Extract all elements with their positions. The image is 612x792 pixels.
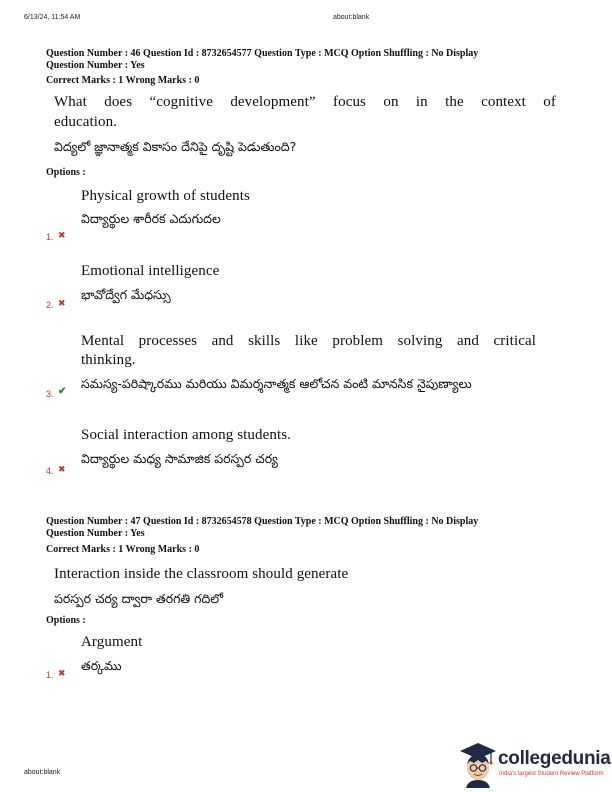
options-label: Options :	[46, 615, 86, 626]
option-text: Social interaction among students.	[81, 427, 292, 443]
options-label: Options :	[46, 167, 86, 178]
question-text-telugu: పరస్పర చర్య ద్వారా తరగతి గదిలో	[54, 591, 224, 606]
option-number: 1.	[46, 232, 54, 242]
correct-check-icon: ✔	[58, 386, 67, 397]
option-number: 4.	[46, 466, 54, 476]
print-datetime: 6/13/24, 11:54 AM	[24, 14, 81, 21]
question-marks: Correct Marks : 1 Wrong Marks : 0	[46, 544, 200, 555]
option-text: Emotional intelligence	[81, 263, 220, 279]
brand-name: collegedunia	[498, 748, 611, 769]
option-text: Mental processes and skills like problem solving and critical	[81, 333, 536, 349]
option-text-telugu: భావోద్వేగ మేధస్సు	[81, 287, 171, 302]
option-number: 3.	[46, 389, 54, 399]
option-text-telugu: విద్యార్థుల శారీరక ఎదుగుదల	[81, 211, 221, 226]
option-text-telugu: తర్కము	[81, 658, 122, 673]
option-text-line2: thinking.	[81, 352, 136, 368]
student-mascot-icon	[458, 742, 496, 788]
question-marks: Correct Marks : 1 Wrong Marks : 0	[46, 75, 200, 86]
question-meta-line1: Question Number : 47 Question Id : 8732654578 Question Type : MCQ Option Shuffling : No Display	[46, 516, 479, 527]
wrong-mark-icon: ✖	[58, 464, 66, 474]
question-text-line1: Interaction inside the classroom should generate	[54, 566, 349, 582]
option-text: Argument	[81, 634, 143, 650]
option-number: 2.	[46, 300, 54, 310]
wrong-mark-icon: ✖	[58, 668, 66, 678]
print-footer-url: about:blank	[24, 769, 61, 776]
collegedunia-logo	[458, 742, 611, 788]
option-text-telugu: సమస్య-పరిష్కారము మరియు విమర్శనాత్మక ఆలోచన వంటి మానసిక నైపుణ్యాలు	[81, 376, 472, 391]
wrong-mark-icon: ✖	[58, 230, 66, 240]
question-meta-line2: Question Number : Yes	[46, 528, 145, 539]
question-meta-line2: Question Number : Yes	[46, 60, 145, 71]
print-title: about:blank	[333, 14, 370, 21]
option-text-telugu: విద్యార్థుల మధ్య సామాజిక పరస్పర చర్య	[81, 451, 278, 466]
option-text: Physical growth of students	[81, 188, 250, 204]
question-text-line2: education.	[54, 114, 118, 130]
option-number: 1.	[46, 670, 54, 680]
wrong-mark-icon: ✖	[58, 298, 66, 308]
question-meta-line1: Question Number : 46 Question Id : 8732654577 Question Type : MCQ Option Shuffling : No Display	[46, 48, 479, 59]
brand-tagline: India's largest Student Review Platform	[499, 771, 604, 777]
question-text-telugu: విద్యలో జ్ఞానాత్మక వికాసం దేనిపై దృష్టి పెడుతుంది?	[54, 139, 297, 154]
question-text-line1: What does “cognitive development” focus on in the context of	[54, 94, 556, 110]
